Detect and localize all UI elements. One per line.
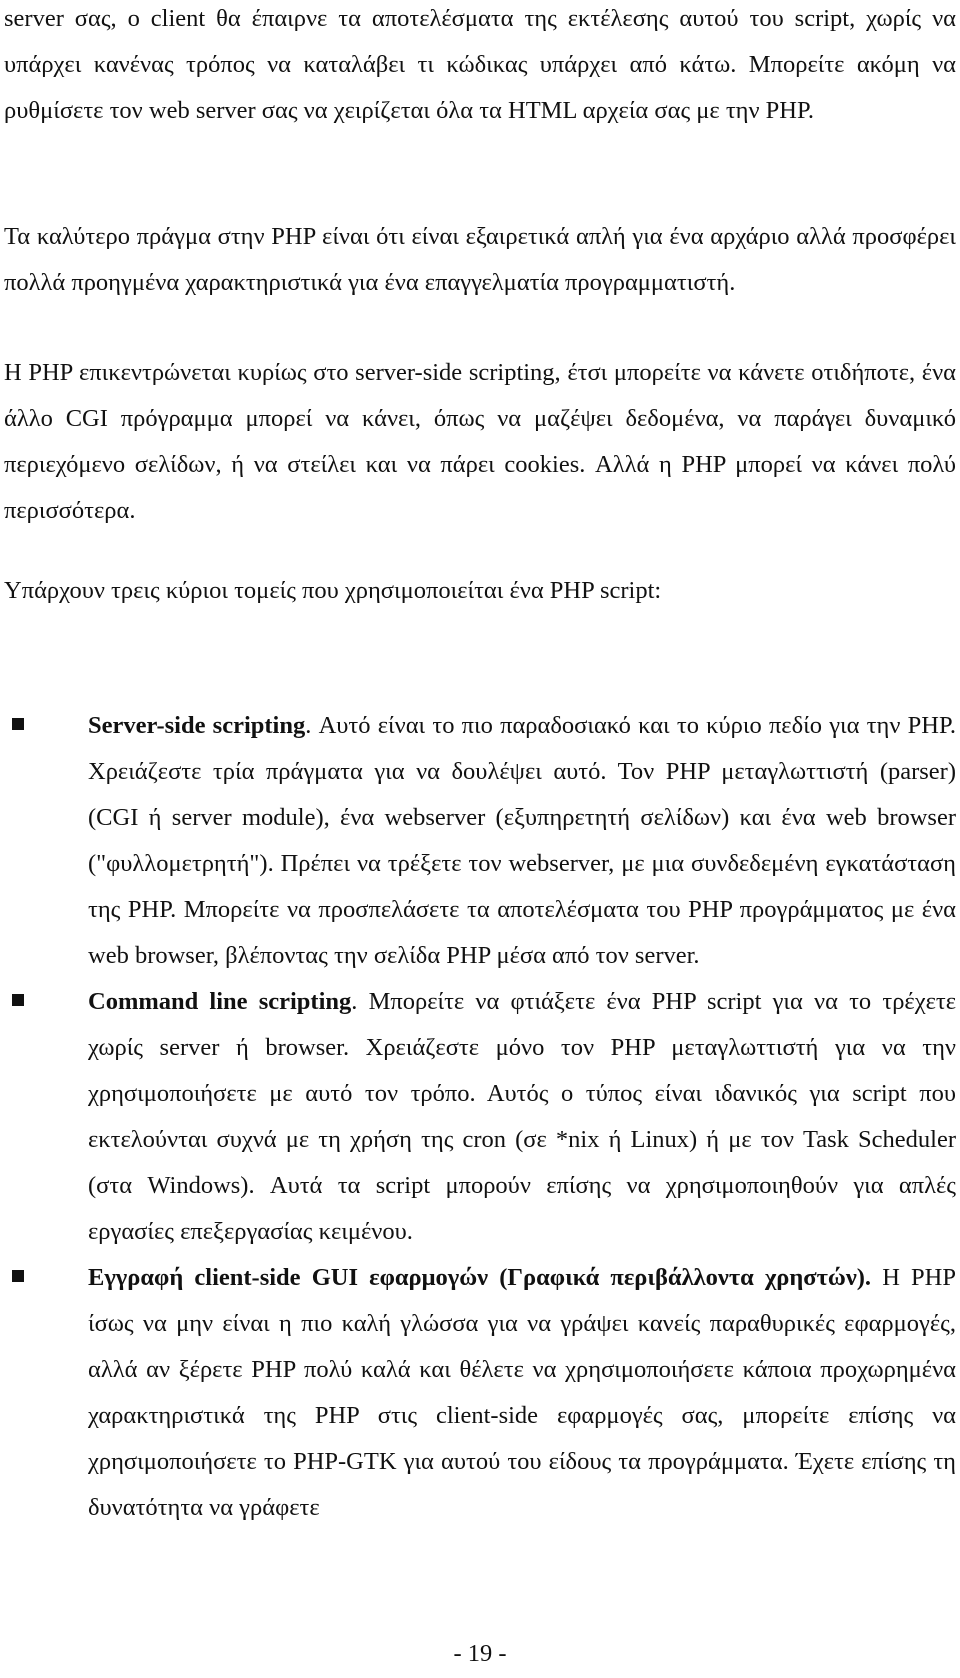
list-item-term: Εγγραφή client-side GUI εφαρμογών (Γραφικά περιβάλλοντα χρηστών). [88,1264,872,1291]
list-item-term: Command line scripting [88,988,352,1015]
list-item-text: . Αυτό είναι το πιο παραδοσιακό και το κύριο πεδίο για την PHP. Χρειάζεστε τρία πράγματα για να δουλέψει αυτό. Τον PHP μεταγλωττιστή (parser) (CGI ή server module), ένα webserver (εξυπηρετητή σελίδων) και ένα web browser ("φυλλομετρητή"). Πρέπει να τρέξετε τον webserver, με μια συνδεδεμένη εγκατάσταση της PHP. Μπορείτε να προσπελάσετε τα αποτελέσματα του PHP προγράμματος με ένα web browser, βλέποντας την σελίδα PHP μέσα από τον server. [88,712,956,969]
list-item-text: Η PHP ίσως να μην είναι η πιο καλή γλώσσα για να γράψει κανείς παραθυρικές εφαρμογές, αλλά αν ξέρετε PHP πολύ καλά και θέλετε να χρησιμοποιήσετε κάποια προχωρημένα χαρακτηριστικά της PHP στις client-side εφαρμογές σας, μπορείτε επίσης να χρησιμοποιήσετε το PHP-GTK για αυτού του είδους τα προγράμματα. Έχετε επίσης τη δυνατότητα να γράφετε [88,1264,956,1521]
paragraph-server-side-focus: Η PHP επικεντρώνεται κυρίως στο server-side scripting, έτσι μπορείτε να κάνετε οτιδήποτε, ένα άλλο CGI πρόγραμμα μπορεί να κάνει, όπως να μαζέψει δεδομένα, να παράγει δυναμικό περιεχόμενο σελίδων, ή να στείλει και να πάρει cookies. Αλλά η PHP μπορεί να κάνει πολύ περισσότερα. [4,359,956,524]
square-bullet-icon [12,1270,24,1282]
list-item-server-side [0,703,956,979]
paragraph-three-areas: Υπάρχουν τρεις κύριοι τομείς που χρησιμοποιείται ένα PHP script: [4,577,662,604]
paragraph-simplicity: Τα καλύτερο πράγμα στην PHP είναι ότι είναι εξαιρετικά απλή για ένα αρχάριο αλλά προσφέρει πολλά προηγμένα χαρακτηριστικά για ένα επαγγελματία προγραμματιστή. [4,223,956,296]
page-number: - 19 - [453,1640,507,1667]
list-item-gui-apps [0,1255,956,1531]
usage-areas-list [0,703,960,1531]
square-bullet-icon [12,994,24,1006]
paragraph-intro: server σας, ο client θα έπαιρνε τα αποτελέσματα της εκτέλεσης αυτού του script, χωρίς να υπάρχει κανένας τρόπος να καταλάβει τι κώδικας υπάρχει από κάτω. Μπορείτε ακόμη να ρυθμίσετε τον web server σας να χειρίζεται όλα τα HTML αρχεία σας με την PHP. [4,5,956,124]
list-item-term: Server-side scripting [88,712,306,739]
list-item-command-line [0,979,956,1255]
square-bullet-icon [12,718,24,730]
list-item-text: . Μπορείτε να φτιάξετε ένα PHP script για να το τρέχετε χωρίς server ή browser. Χρειάζεστε μόνο τον PHP μεταγλωττιστή για να την χρησιμοποιήσετε με αυτό τον τρόπο. Αυτός ο τύπος είναι ιδανικός για script που εκτελούνται συχνά με τη χρήση της cron (σε *nix ή Linux) ή με τον Task Scheduler (στα Windows). Αυτά τα script μπορούν επίσης να χρησιμοποιηθούν για απλές εργασίες επεξεργασίας κειμένου. [88,988,957,1245]
